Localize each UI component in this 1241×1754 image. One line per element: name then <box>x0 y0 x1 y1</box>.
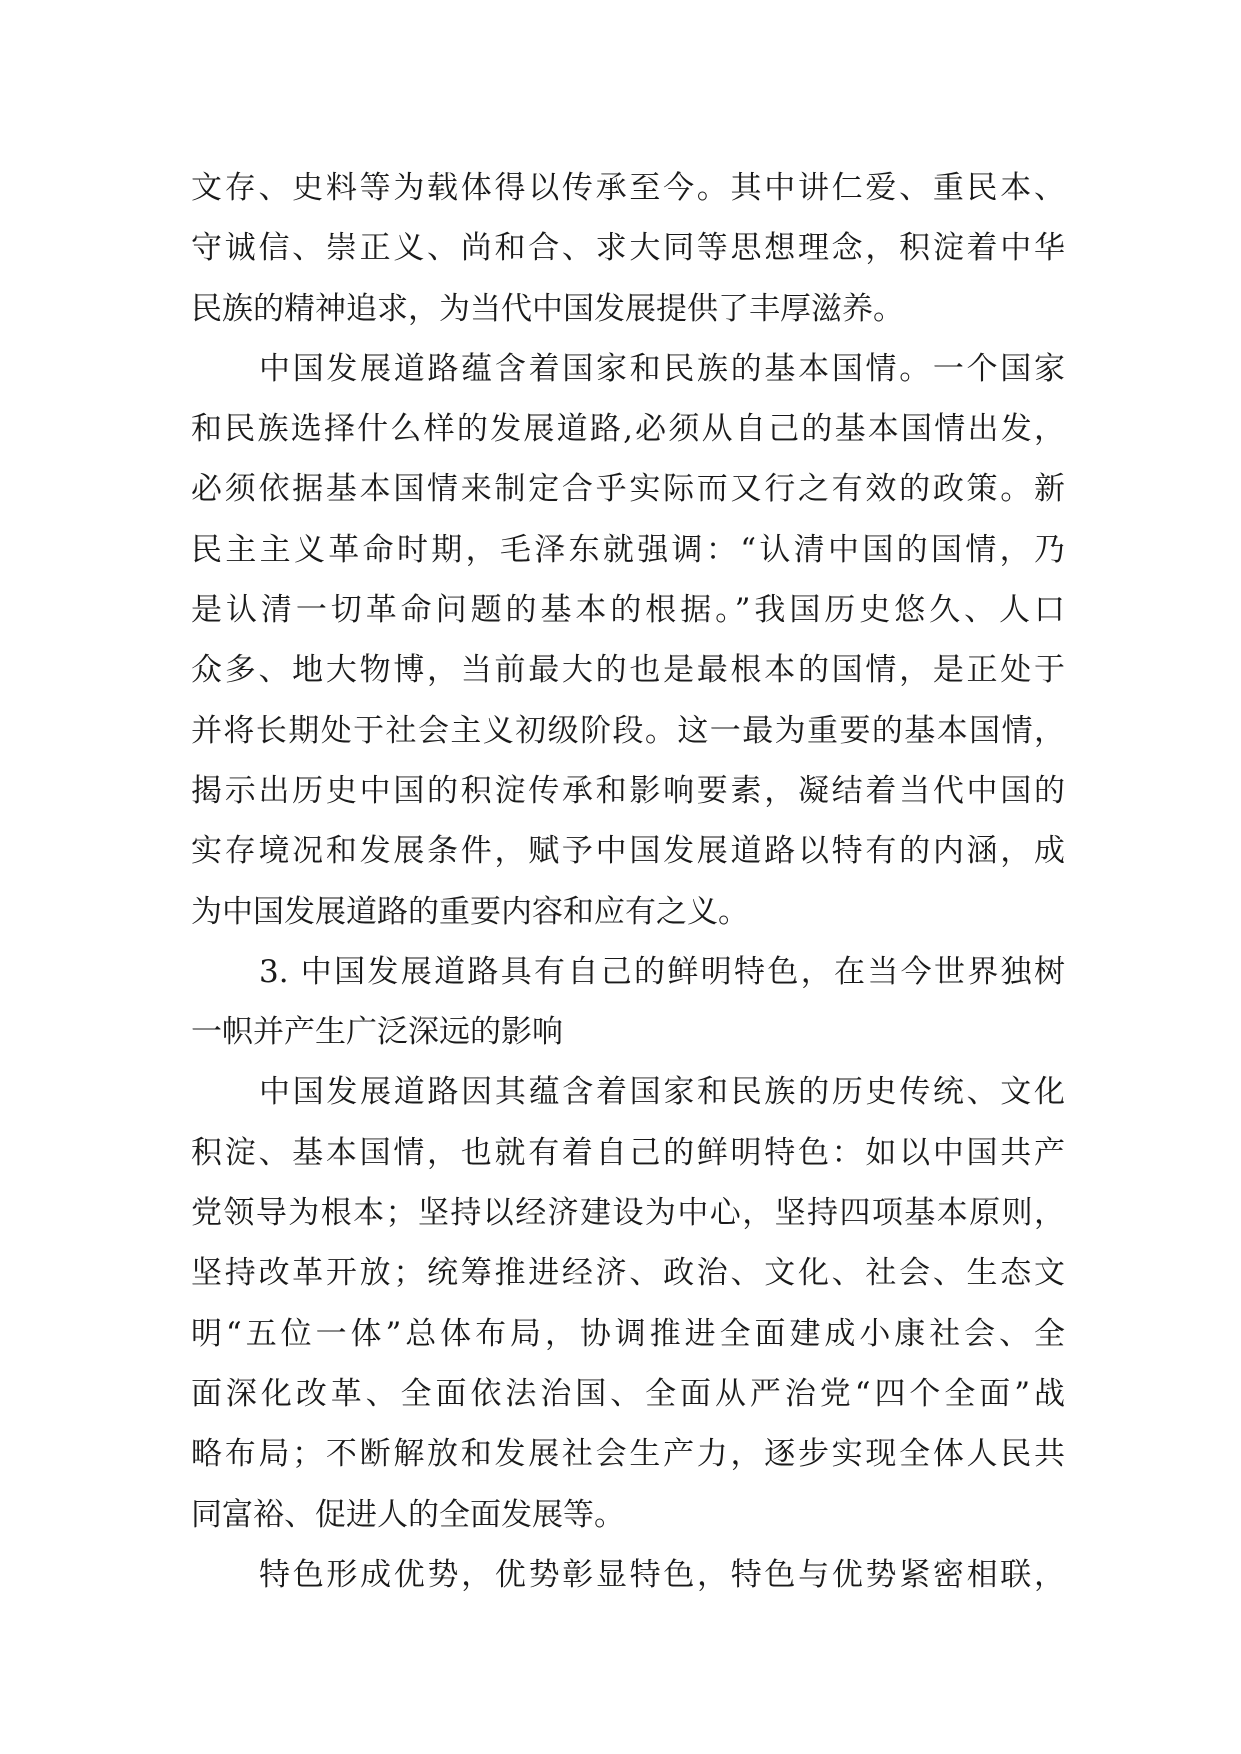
text-line: 民族的精神追求，为当代中国发展提供了丰厚滋养。 <box>191 290 904 327</box>
text-line: 积淀、基本国情，也就有着自己的鲜明特色：如以中国共产 <box>191 1134 1065 1171</box>
text-line: 必须依据基本国情来制定合乎实际而又行之有效的政策。新 <box>191 471 1065 508</box>
text-line: 是认清一切革命问题的基本的根据。”我国历史悠久、人口 <box>191 592 1065 629</box>
text-line: 众多、地大物博，当前最大的也是最根本的国情，是正处于 <box>191 652 1065 689</box>
document-body-text <box>191 158 1065 1605</box>
text-line: 揭示出历史中国的积淀传承和影响要素，凝结着当代中国的 <box>191 772 1065 809</box>
text-line: 3. 中国发展道路具有自己的鲜明特色，在当今世界独树 <box>259 953 1065 990</box>
text-line: 中国发展道路蕴含着国家和民族的基本国情。一个国家 <box>259 350 1065 387</box>
text-line: 一帜并产生广泛深远的影响 <box>191 1014 563 1051</box>
text-line: 实存境况和发展条件，赋予中国发展道路以特有的内涵，成 <box>191 833 1065 870</box>
text-line: 中国发展道路因其蕴含着国家和民族的历史传统、文化 <box>259 1074 1065 1111</box>
text-line: 守诚信、崇正义、尚和合、求大同等思想理念，积淀着中华 <box>191 230 1065 267</box>
text-line: 坚持改革开放；统筹推进经济、政治、文化、社会、生态文 <box>191 1255 1065 1292</box>
text-line: 略布局；不断解放和发展社会生产力，逐步实现全体人民共 <box>191 1436 1065 1473</box>
text-line: 并将长期处于社会主义初级阶段。这一最为重要的基本国情， <box>191 712 1065 749</box>
text-line: 为中国发展道路的重要内容和应有之义。 <box>191 893 749 930</box>
text-line: 特色形成优势，优势彰显特色，特色与优势紧密相联， <box>259 1556 1065 1593</box>
text-line: 党领导为根本；坚持以经济建设为中心，坚持四项基本原则， <box>191 1195 1065 1232</box>
text-line: 民主主义革命时期，毛泽东就强调：“认清中国的国情，乃 <box>191 531 1065 568</box>
text-line: 和民族选择什么样的发展道路,必须从自己的基本国情出发， <box>191 411 1065 448</box>
text-line: 同富裕、促进人的全面发展等。 <box>191 1496 625 1533</box>
text-line: 面深化改革、全面依法治国、全面从严治党“四个全面”战 <box>191 1375 1065 1412</box>
text-line: 文存、史料等为载体得以传承至今。其中讲仁爱、重民本、 <box>191 170 1065 206</box>
text-line: 明“五位一体”总体布局，协调推进全面建成小康社会、全 <box>191 1315 1065 1352</box>
